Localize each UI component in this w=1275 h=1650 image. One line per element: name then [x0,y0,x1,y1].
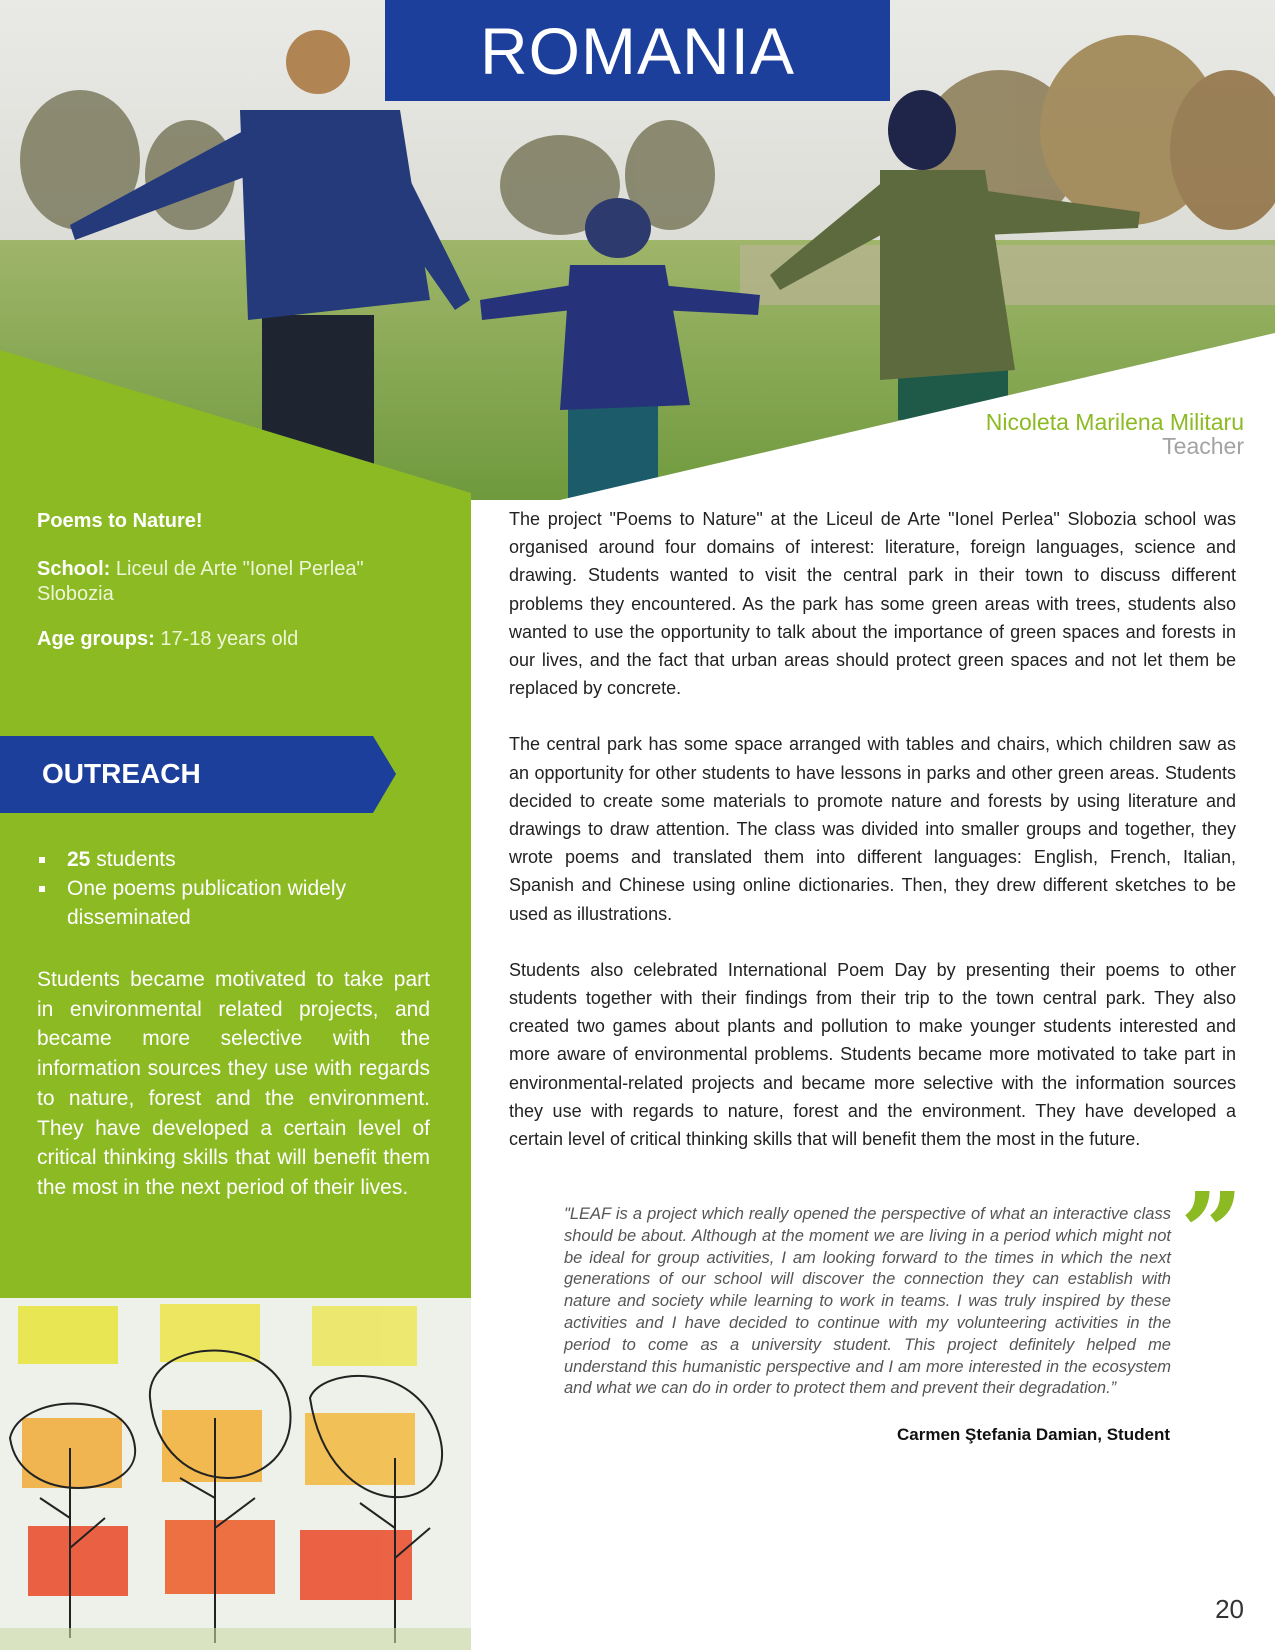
outreach-list [37,845,427,932]
outreach-heading: OUTREACH [42,758,201,789]
student-quote: "LEAF is a project which really opened the perspective of what an interactive class should be about. Although at the moment we are living in a period which might not be ideal for group activities, I am looking forward to the times in which the next generations of our school will discover the connection they can establish with nature and society while learning to work in teams. I was truly inspired by these activities and I have decided to continue with my volunteering activities in the period to come as a university student. This project definitely helped me understand this humanistic perspective and I am more interested in the ecosystem and what we can do in order to protect them and prevent their degradation.” [564,1205,1171,1398]
article-body [509,505,1236,1181]
school-label: School: [37,558,111,580]
project-info [37,510,437,672]
school-value: Liceul de Arte "Ionel Perlea" Slobozia [37,558,364,605]
country-banner: ROMANIA [385,0,890,101]
age-line [37,627,437,652]
students-text: students [96,848,176,871]
school-line [37,557,437,607]
quote-author: Carmen Ştefania Damian, Student [896,1425,1170,1444]
outreach-summary: Students became motivated to take part in environmental related projects, and became more selective with the information sources they use with regards to nature, forest and the environment. They have developed a certain level of critical thinking skills that will benefit them the most in the next period of their lives. [37,968,430,1199]
watercolor-artwork [0,1298,471,1650]
list-item [37,874,427,932]
project-title: Poems to Nature! [37,510,203,532]
page-number: 20 [1215,1594,1244,1624]
body-paragraph-1: The project "Poems to Nature" at the Liceul de Arte "Ionel Perlea" Slobozia school was organised around four domains of interest: literature, foreign languages, science and drawing. Students wanted to visit the central park in their town to discuss different problems they encountered. As the park has some green areas with trees, students also wanted to use the opportunity to talk about the importance of green spaces and forests in our lives, and the fact that urban areas should protect green spaces and not let them be replaced by concrete. [509,509,1236,699]
body-paragraph-2: The central park has some space arranged with tables and chairs, which children saw as an opportunity for other students to have lessons in parks and other green areas. Students decided to create some materials to promote nature and forests by using literature and drawings to draw attention. The class was divided into smaller groups and together, they wrote poems and translated them into different languages: English, French, Italian, Spanish and Chinese using online dictionaries. Then, they drew different sketches to be used as illustrations. [509,734,1236,924]
publication-text: One poems publication widely disseminated [67,877,346,929]
list-item [37,845,427,874]
age-label: Age groups: [37,628,155,650]
students-count: 25 [67,848,91,871]
body-paragraph-3: Students also celebrated International Poem Day by presenting their poems to other students together with their findings from their trip to the town central park. They also created two games about plants and pollution to make younger students interested and more aware of environmental problems. Students became more motivated to take part in environmental-related projects and became more selective with the information sources they use with regards to nature, forest and the environment. They have developed a certain level of critical thinking skills that will benefit them the most in the future. [509,959,1236,1150]
teacher-role: Teacher [1162,433,1244,459]
teacher-credit [986,410,1244,458]
age-value: 17-18 years old [160,628,299,650]
tree-drawing-illustration [0,1298,471,1650]
outreach-banner [0,736,396,813]
quote-mark-icon: ” [1180,1168,1244,1297]
teacher-name: Nicoleta Marilena Militaru [985,409,1244,435]
